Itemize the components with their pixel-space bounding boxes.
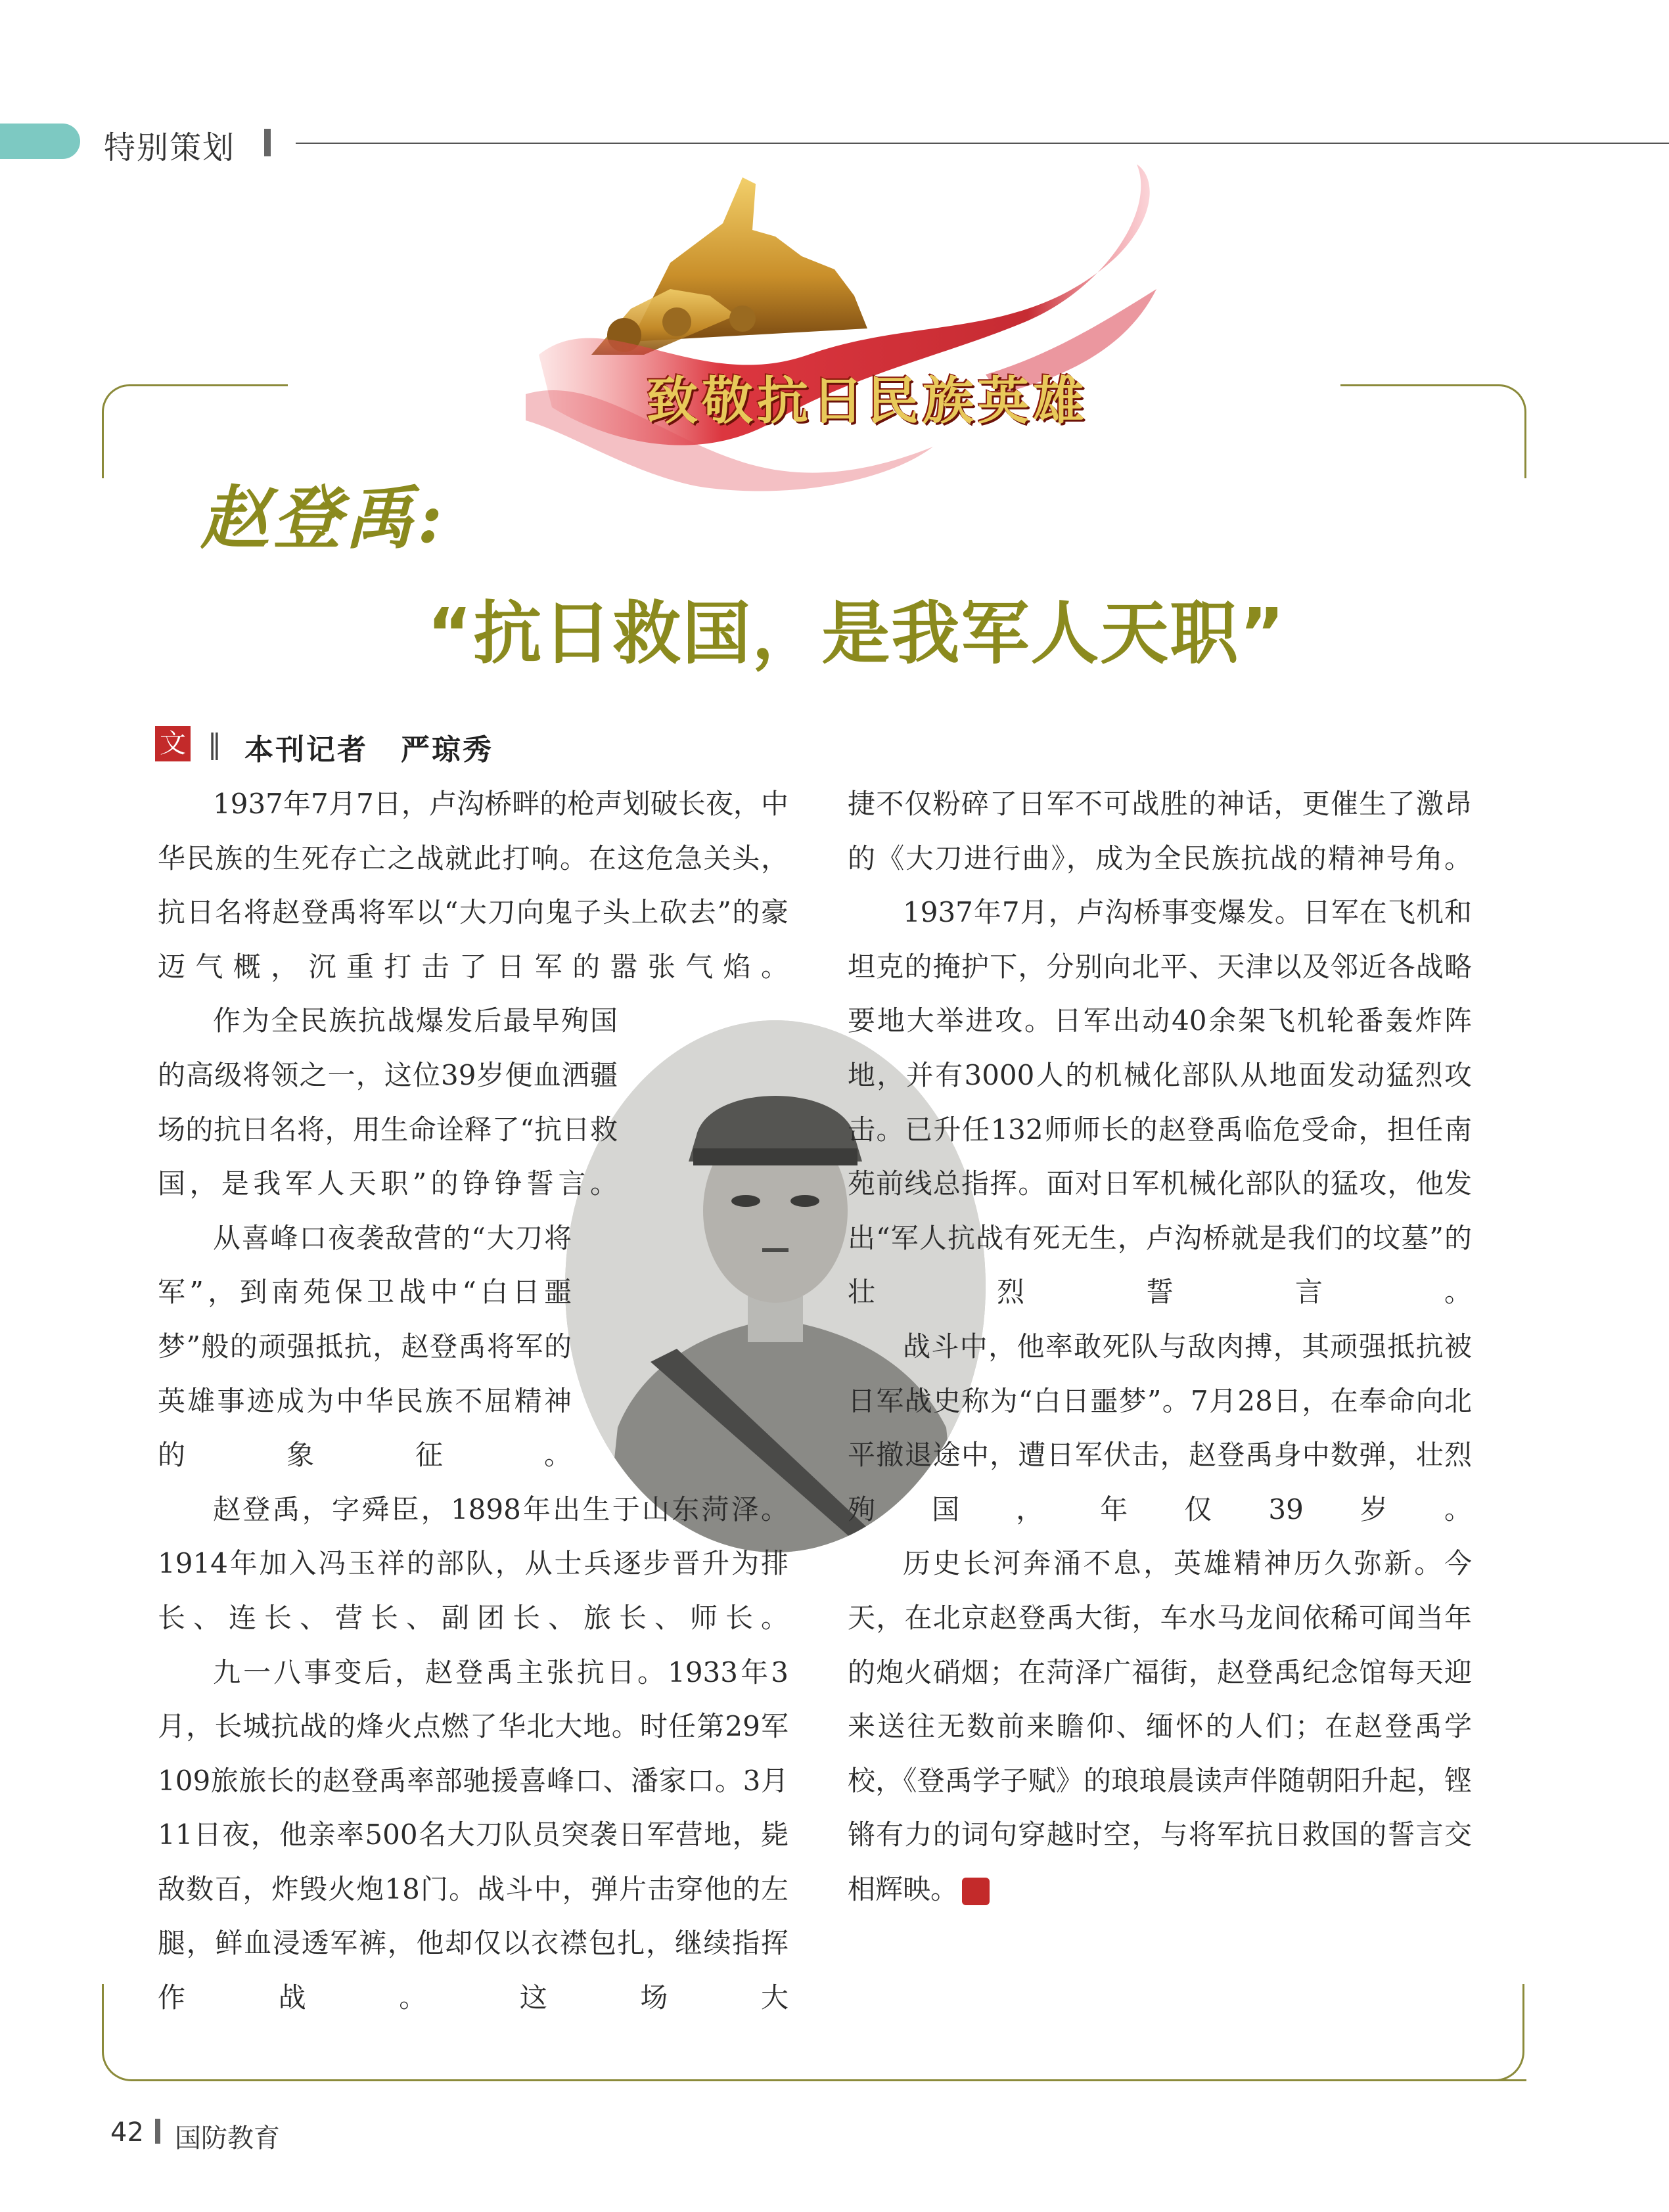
- text-line: 疆场的抗日名将，用生命诠释了: [158, 1058, 618, 1146]
- text-line: 禹学子赋》的琅琅晨读声伴随朝阳升起，铿锵有: [848, 1764, 1472, 1851]
- paragraph: [158, 994, 618, 1211]
- text-line: 担任南苑前线总指挥。面对日: [848, 1113, 1472, 1200]
- section-label: 特别策划: [104, 129, 236, 166]
- text-line: 历史长河奔涌不息，英雄精神历久弥新。今天，: [848, 1547, 1472, 1634]
- paragraph: [848, 777, 1472, 886]
- text-line: 抗，赵登禹将军的英雄事迹成为: [158, 1330, 572, 1417]
- text-line: “军人抗战有死无生，卢沟桥: [876, 1221, 1231, 1254]
- byline-role: 本刊记者: [244, 733, 368, 767]
- article-column-right: [848, 777, 1472, 1916]
- article-name-title: 赵登禹:: [200, 478, 447, 558]
- text-line: 九一八事变后，赵登禹主张抗日。1933年3月，: [158, 1656, 789, 1743]
- article-quote-title: “抗日救国，是我军人天职”: [427, 593, 1286, 673]
- monument-sculpture: [591, 177, 867, 355]
- text-line: 军机械化部队的猛攻，他发出: [848, 1167, 1472, 1254]
- page-number: 42: [110, 2117, 144, 2148]
- text-line: 在北京赵登禹大街，车水马龙间依稀可闻当年的炮: [848, 1601, 1472, 1688]
- text-line: 132师师长的赵登禹临危受命，: [990, 1113, 1387, 1146]
- frame-corner-bottom-right: [1465, 1984, 1524, 2081]
- paragraph: [158, 1646, 789, 2025]
- text-line: 日军伏击，赵登禹身中数弹，壮烈殉国，年仅39岁。: [848, 1439, 1472, 1525]
- header-divider-bar: [264, 129, 271, 156]
- text-line: “大刀将军”，到南苑保卫: [158, 1221, 572, 1309]
- text-line: 其顽强抵抗被日军战史称为“白日噩: [848, 1330, 1472, 1417]
- text-line: 《大刀进行曲》，成为全民族抗战的精神号角。: [877, 842, 1472, 874]
- text-line: 1937年7月，卢沟桥事变爆发。日军在飞机和坦: [848, 896, 1472, 983]
- monument-banner-illustration: [526, 158, 1183, 499]
- text-line: 为排长、连长、营长、副团长、旅长、师长。: [158, 1547, 789, 1634]
- paragraph: [158, 1483, 789, 1646]
- text-line: 就是我们的坟墓”的壮烈誓言。: [848, 1221, 1472, 1309]
- byline: [244, 726, 526, 768]
- text-line: 往无数前来瞻仰、缅怀的人们；在赵登禹学校，《登: [848, 1710, 1472, 1797]
- magazine-name: 国防教育: [175, 2123, 280, 2154]
- text-line: 力的词句穿越时空，与将军抗日救国的誓言交相辉: [848, 1818, 1472, 1905]
- text-line: 菏泽。1914年加入冯玉祥的部队，从士兵逐步晋升: [158, 1493, 789, 1580]
- byline-badge: 文: [155, 726, 191, 761]
- paragraph: [158, 1211, 572, 1483]
- text-line: 长城抗战的烽火点燃了华北大地。时任第29军109旅: [158, 1710, 789, 1797]
- text-line: 日名将赵登禹将军以“大刀向鬼子头上砍去”的豪迈: [158, 896, 789, 983]
- article-column-left: [158, 777, 789, 2025]
- paragraph: [848, 1320, 1472, 1537]
- section-tab-marker: [0, 124, 80, 159]
- byline-author: 严琼秀: [401, 733, 493, 767]
- byline-separator: ‖: [208, 728, 221, 760]
- text-line: 从喜峰口夜袭敌营的: [213, 1221, 472, 1254]
- frame-corner-top-right: [1340, 384, 1526, 478]
- text-line: 轰炸阵地，并有3000人的机械化部: [848, 1004, 1472, 1091]
- text-line: 战中“白日噩梦”般的顽强抵: [158, 1276, 572, 1363]
- paragraph: [848, 886, 1472, 1320]
- text-line: 赵登禹，字舜臣，1898年出生于山东: [213, 1493, 702, 1525]
- paragraph: [848, 1537, 1472, 1916]
- paragraph: [158, 777, 789, 994]
- text-line: 毁火炮18门。战斗中，弹片击穿他的左腿，鲜血浸透: [158, 1872, 789, 1960]
- text-line: 地大举进攻。日军出动40余架飞机轮番: [877, 1004, 1386, 1037]
- text-line: 军裤，他却仅以衣襟包扎，继续指挥作战。这场大: [158, 1927, 789, 2014]
- text-line: 的铮铮誓言。: [426, 1167, 618, 1200]
- text-line: 他亲率500名大刀队员突袭日军营地，毙敌数百，炸: [158, 1818, 789, 1905]
- text-line: 作为全民族抗战爆发后最早殉国: [213, 1004, 618, 1037]
- text-line: 1937年7月7日，卢沟桥畔的枪声划破长夜，中华: [158, 788, 789, 874]
- text-line: 民族的生死存亡之战就此打响。在这危急关头，抗: [158, 842, 789, 929]
- end-of-article-mark: G: [962, 1878, 990, 1905]
- text-line: 梦”。7月28日，在奉命向北平撤退途中，遭: [848, 1384, 1472, 1472]
- text-line: 气概，沉重打击了日军的嚣张气焰。: [195, 950, 789, 983]
- footer-divider-bar: [155, 2119, 160, 2144]
- text-line: 的高级将领之一，这位39岁便血洒: [158, 1058, 590, 1091]
- banner-title: 致敬抗日民族英雄: [646, 371, 1088, 431]
- text-line: 战斗中，他率敢死队与敌肉搏，: [903, 1330, 1302, 1363]
- text-line: 捷不仅粉碎了日军不可战胜的神话，更催生了激昂的: [848, 788, 1472, 874]
- header-rule: [296, 143, 1669, 144]
- text-line: 克的掩护下，分别向北平、天津以及邻近各战略要: [848, 950, 1472, 1037]
- text-line: 火硝烟；在菏泽广福街，赵登禹纪念馆每天迎来送: [848, 1656, 1472, 1743]
- text-line: 队从地面发动猛烈攻击。已升任: [848, 1058, 1472, 1146]
- text-line: 旅长的赵登禹率部驰援喜峰口、潘家口。3月11日夜，: [158, 1764, 789, 1851]
- text-line: 中华民族不屈精神的象征。: [158, 1384, 572, 1472]
- text-line: “抗日救国，是我军人天职”: [158, 1113, 618, 1200]
- text-line: 映。: [903, 1872, 959, 1905]
